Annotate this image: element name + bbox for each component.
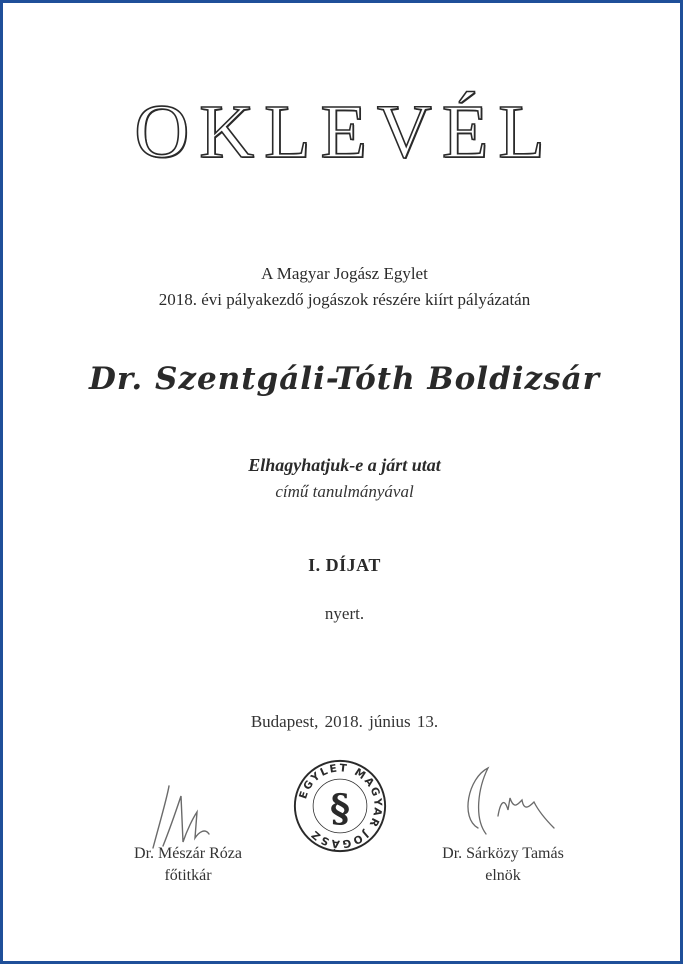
- signer-right: [413, 843, 593, 887]
- signer-right-role: elnök: [485, 867, 521, 884]
- seal-icon: [292, 758, 388, 854]
- intro-line-2: 2018. évi pályakezdő jogászok részére kiírt pályázatán: [158, 290, 531, 309]
- intro-text: [3, 261, 683, 313]
- won-label: nyert.: [324, 604, 365, 623]
- diploma-title: OKLEVÉL: [134, 90, 555, 174]
- seal-symbol: §: [329, 786, 351, 832]
- intro-line-1: A Magyar Jogász Egylet: [261, 264, 428, 283]
- work-subtitle: című tanulmányával: [275, 482, 414, 501]
- svg-text:EGYLET MAGYAR JOGÁSZ: EGYLET MAGYAR JOGÁSZ: [297, 762, 384, 850]
- work-title: Elhagyhatjuk-e a járt utat: [248, 455, 441, 475]
- signer-left-name: Dr. Mészár Róza: [134, 845, 242, 862]
- signature-right-icon: [438, 758, 568, 848]
- prize-label: I. DÍJAT: [308, 555, 381, 575]
- signer-right-name: Dr. Sárközy Tamás: [442, 845, 564, 862]
- recipient-name: Dr. Szentgáli-Tóth Boldizsár: [89, 361, 600, 397]
- signer-left-role: főtitkár: [164, 867, 212, 884]
- place-date: Budapest, 2018. június 13.: [250, 712, 439, 731]
- signer-left: [103, 843, 273, 887]
